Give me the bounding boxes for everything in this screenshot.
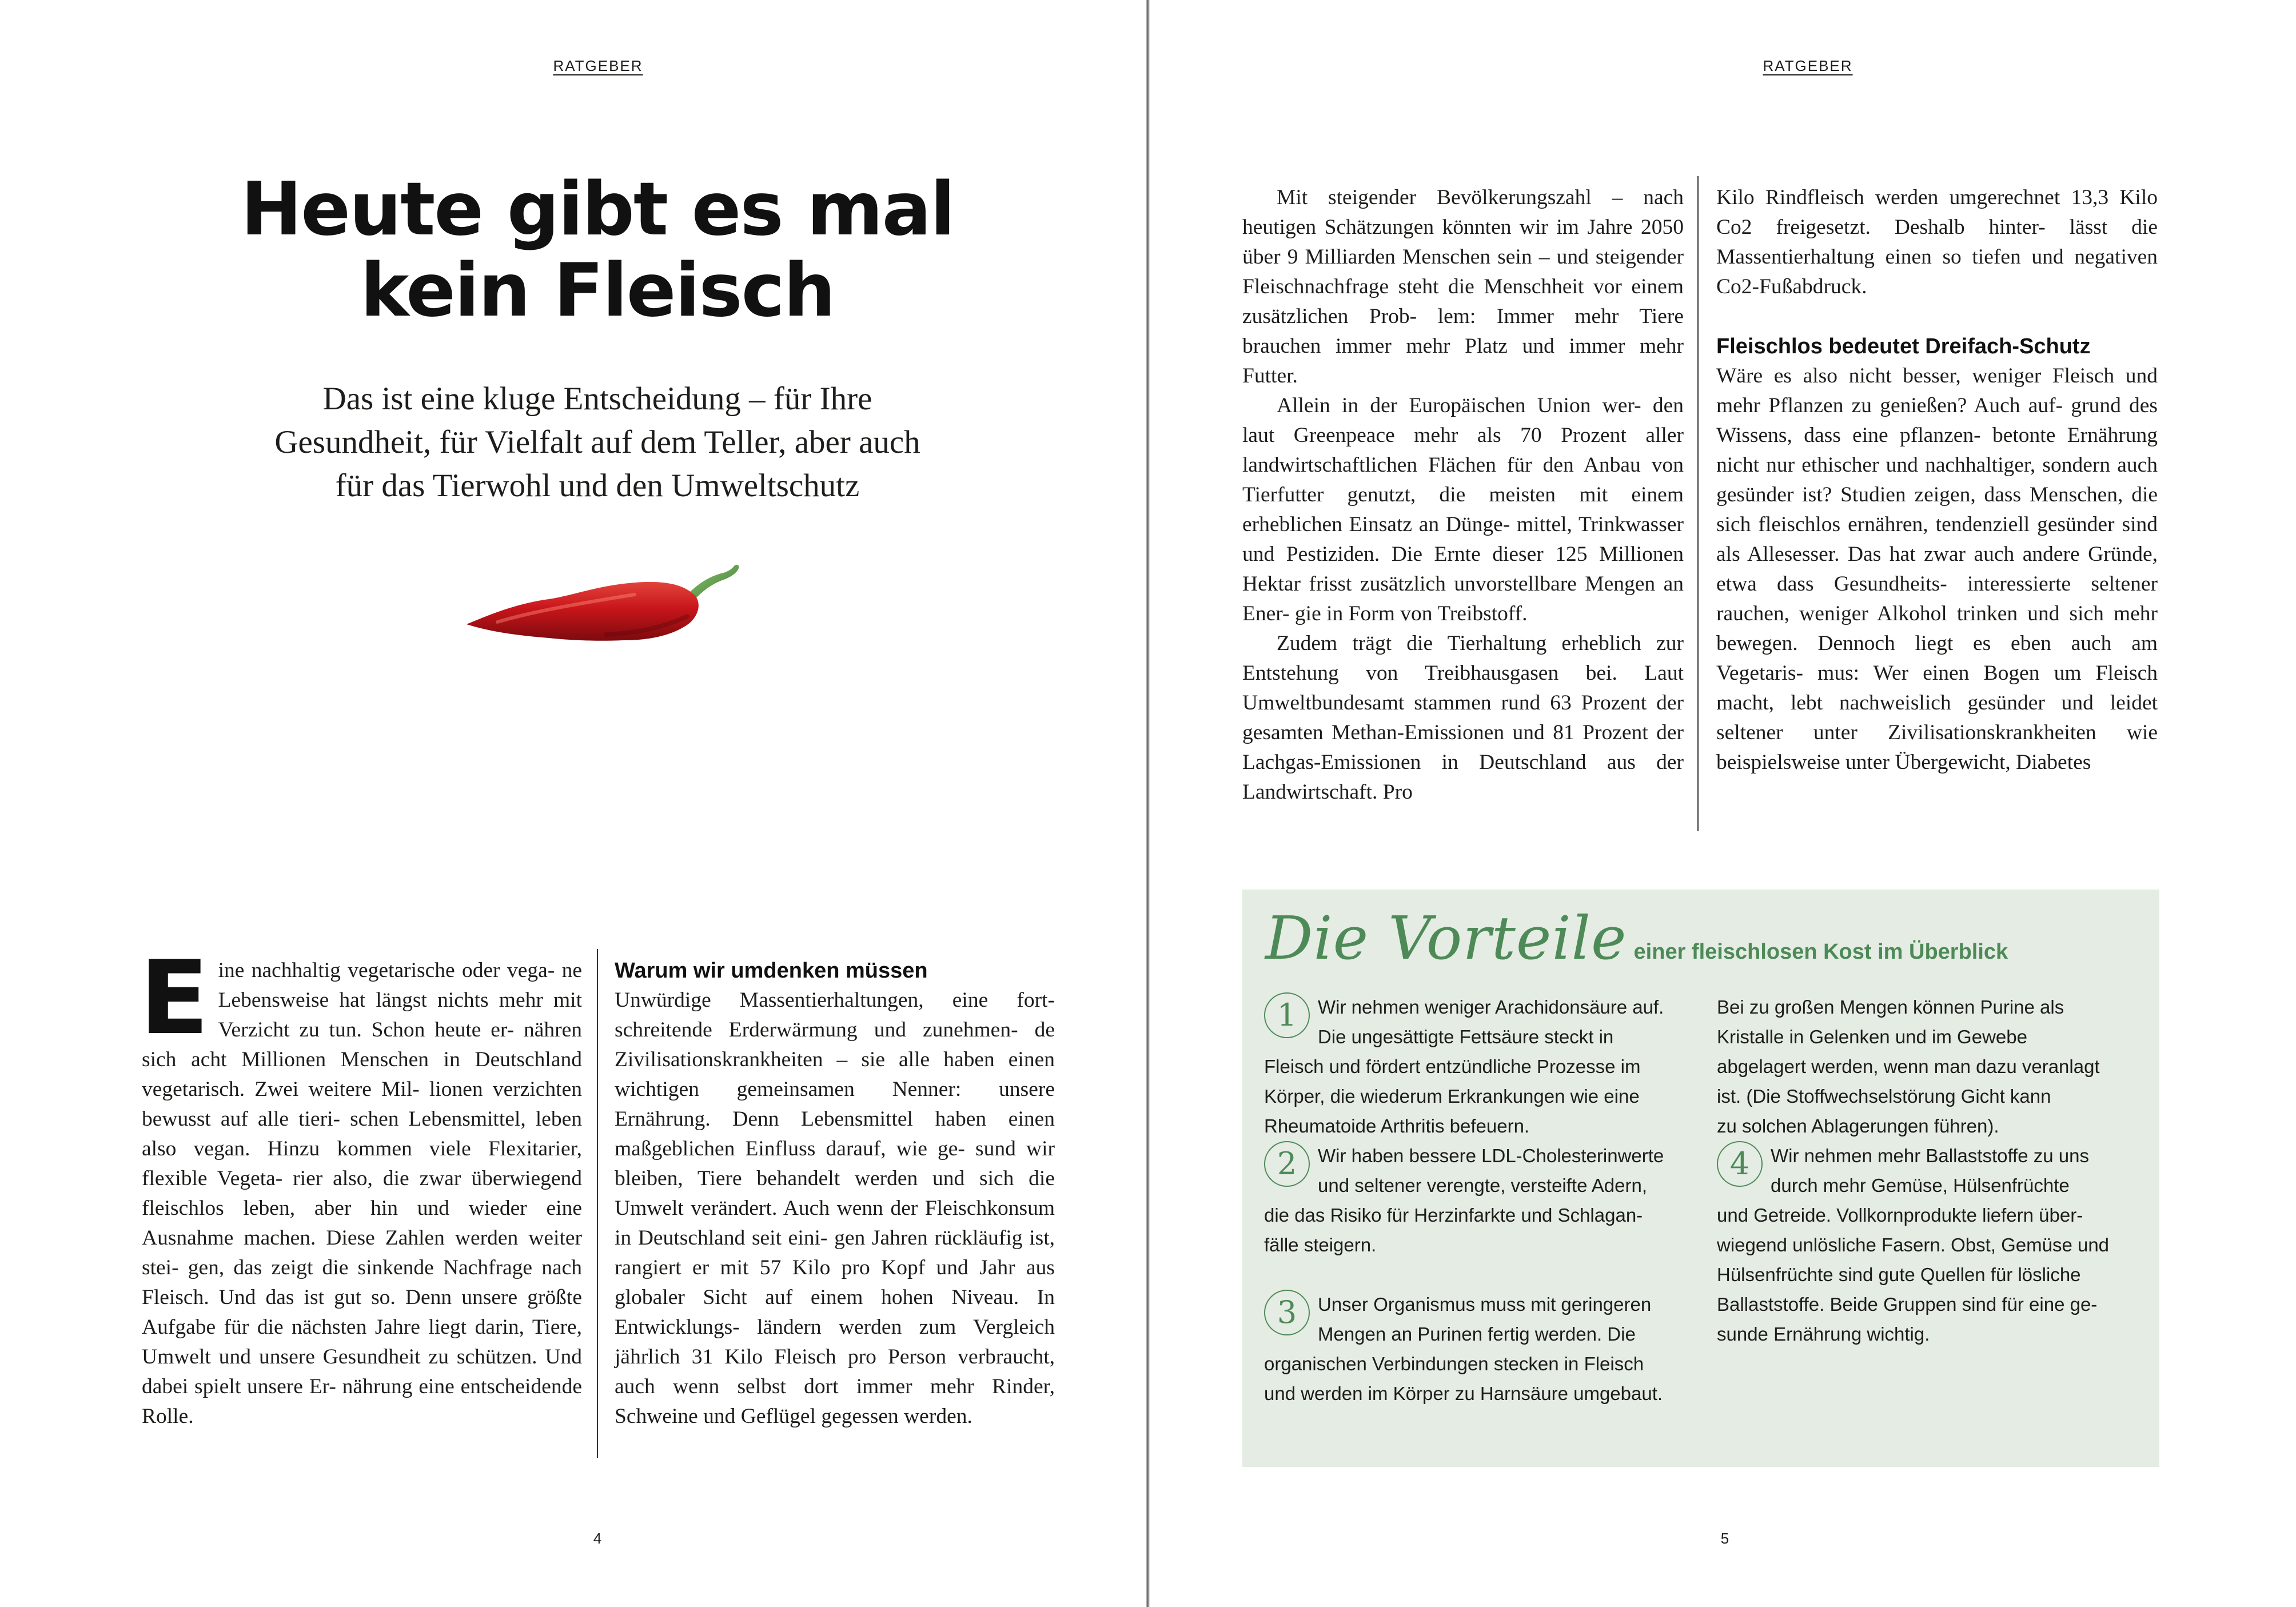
text-line: durch mehr Gemüse, Hülsenfrüchte [1771,1175,2070,1196]
headline-line-2: kein Fleisch [360,248,835,333]
text-line: Deutschland vegetarisch. Zwei weitere Mil- [142,1048,582,1101]
text-line: 2050 über 9 Milliarden Menschen sein – [1242,216,1684,269]
text-line: und negativen Co2-Fußabdruck. [1716,245,2158,298]
number-circle-icon: 2 [1264,1141,1310,1187]
benefit-text [1717,1141,2126,1349]
text-line: ne Lebensweise hat längst nichts mehr [218,959,582,1012]
running-head-right: RATGEBER [1763,57,1853,74]
text-line: Körper, die wiederum Erkrankungen wie eine [1264,1086,1640,1107]
text-line: leben, aber hin und wieder eine Ausnahme [142,1197,582,1250]
text-line: Unser Organismus muss mit geringeren [1318,1294,1652,1315]
info-box-title [1265,903,2008,972]
text-line: Kristalle in Gelenken und im Gewebe [1717,1026,2027,1047]
text-line: de Zivilisationskrankheiten – sie alle haben [615,1018,1055,1071]
text-line: gen, das zeigt die sinkende Nachfrage nach [188,1256,583,1279]
text-line: Wäre es also nicht besser, weniger Fleisch [1716,364,2115,388]
text-line: zusätzlich unvorstellbare Mengen an Ener- [1242,572,1684,625]
chili-pepper-illustration [463,555,743,652]
text-line: den laut Greenpeace mehr als 70 Prozent [1242,394,1684,447]
text-line: sunde Ernährung wichtig. [1717,1323,1930,1345]
text-line: unsere Ernährung. Denn Lebensmittel haben [615,1078,1055,1131]
text-line: seltener unter Zivilisationskrankheiten wie [1716,721,2158,744]
benefit-text [1264,992,1673,1141]
text-line: Fleisch und fördert entzündliche Prozesse im [1264,1056,1641,1077]
text-line: zu schützen. Und dabei spielt unsere Er- [142,1345,582,1398]
text-line: der Fleischkonsum in Deutschland seit eini- [615,1197,1055,1250]
benefit-text [1264,1290,1673,1409]
text-line: schen Lebensmittel, leben also vegan. Hinzu [142,1107,582,1161]
text-line: betonte Ernährung nicht nur ethischer und [1716,424,2158,477]
info-box-title-script: Die Vorteile [1265,903,1627,973]
text-line: mus: Wer einen Bogen um Fleisch macht, [1716,661,2158,715]
text-line: Rheumatoide Arthritis befeuern. [1264,1115,1530,1137]
intro-column [139,939,583,1431]
text-line: und sich die Umwelt verändert. Auch wenn [615,1167,1055,1220]
text-line: und seltener verengte, versteifte Adern, [1318,1175,1648,1196]
text-line: fleischlos ernähren, tendenziell gesünder [1758,513,2115,536]
text-line: beispielsweise unter Übergewicht, Diabetes [1716,751,2091,774]
text-line: Fleisch. Und das ist gut so. Denn unsere [142,1286,518,1309]
text-line: kommen viele Flexitarier, flexible Vegeta- [142,1137,582,1190]
page-number-left: 4 [593,1530,602,1547]
info-box-title-sans: einer fleischlosen Kost im Überblick [1633,940,2008,964]
benefit-item-3-continued [1717,992,2126,1141]
text-line: ine nachhaltig vegetarische oder vega- [218,959,555,982]
paragraph [1716,361,2158,777]
section-paragraph [615,986,1055,1431]
text-line: Wir nehmen weniger Arachidonsäure auf. [1318,996,1664,1018]
subheadline [197,377,998,508]
text-line: größte Aufgabe für die nächsten Jahre liegt [142,1286,582,1339]
text-line: Bei zu großen Mengen können Purine als [1717,996,2064,1018]
text-line: fälle steigern. [1264,1234,1377,1255]
text-line: organischen Verbindungen stecken in Fleisch [1264,1353,1644,1374]
headline [140,169,1055,332]
text-line: und mehr Pflanzen zu genießen? Auch auf- [1716,364,2158,417]
text-line: aller landwirtschaftlichen Flächen für den [1242,424,1684,477]
paragraph [1242,391,1684,629]
text-line: schreitende Erderwärmung und zunehmen- [615,1018,1018,1042]
text-line: mit einem erheblichen Einsatz an Dünge- [1242,483,1684,536]
benefit-text [1264,1141,1673,1260]
benefit-item-2 [1264,1141,1673,1260]
text-line: Prozent der gesamten Methan-Emissionen [1242,691,1684,744]
text-line: Anbau von Tierfutter genutzt, die meisten [1242,453,1684,507]
number-circle-icon: 4 [1717,1141,1763,1187]
text-line: und 81 Prozent der Lachgas-Emissionen in [1242,721,1684,774]
text-line: lionen verzichten bewusst auf alle tieri- [142,1078,582,1131]
text-line: Wir haben bessere LDL-Cholesterinwerte [1318,1145,1664,1166]
text-line: sund wir bleiben, Tiere behandelt werden [615,1137,1055,1190]
right-first-column [1242,183,1684,807]
text-line: lem: Immer mehr Tiere brauchen immer [1242,305,1684,358]
text-line: gen Jahren rückläufig ist, rangiert er mit [615,1226,1055,1279]
text-line: Ballaststoffe. Beide Gruppen sind für eine ge- [1717,1294,2098,1315]
text-line: Die ungesättigte Fettsäure steckt in [1318,1026,1614,1047]
text-line: mehr Platz und immer mehr Futter. [1242,334,1684,388]
text-line: darin, Tiere, Umwelt und unsere Gesundheit [142,1315,582,1369]
text-line: Ernte dieser 125 Millionen Hektar frisst [1242,543,1684,596]
text-line: Kilo Rindfleisch werden umgerechnet [1716,186,2060,209]
second-column [615,956,1055,1431]
headline-line-1: Heute gibt es mal [241,167,954,252]
running-head-left: RATGEBER [553,57,643,74]
text-line: und Getreide. Vollkornprodukte liefern über- [1717,1205,2083,1226]
benefit-item-1 [1264,992,1673,1141]
text-line: wenn selbst dort immer mehr Rinder, [673,1375,1055,1398]
text-line: Alkohol trinken und sich mehr bewegen. [1716,602,2158,655]
number-circle-icon: 1 [1264,992,1310,1038]
benefit-item-3 [1264,1290,1673,1409]
text-line: ist. (Die Stoffwechselstörung Gicht kann [1717,1086,2051,1107]
subhead-line: für das Tierwohl und den Umweltschutz [335,468,860,504]
text-line: auf einem hohen Niveau. In Entwicklungs- [615,1286,1055,1339]
text-line: Wir nehmen mehr Ballaststoffe zu uns [1771,1145,2089,1166]
subhead-line: Gesundheit, für Vielfalt auf dem Teller, aber auch [274,424,920,460]
text-line: lebt nachweislich gesünder und leidet [1790,691,2158,715]
text-line: lässt die Massentierhaltung einen so tiefen [1716,216,2158,269]
text-line: und werden im Körper zu Harnsäure umgebaut. [1264,1383,1663,1404]
text-line: zu solchen Ablagerungen führen). [1717,1115,1999,1137]
paragraph [1242,183,1684,391]
text-line: einen wichtigen gemeinsamen Nenner: [615,1048,1055,1101]
right-page [1148,0,2296,1607]
section-heading: Fleischlos bedeutet Dreifach-Schutz [1716,334,2091,358]
text-line: nährung eine entscheidende Rolle. [142,1375,583,1428]
page-number-right: 5 [1720,1530,1729,1547]
text-line: Mit steigender Bevölkerungszahl – nach [1277,186,1684,209]
text-line: Dennoch liegt es eben auch am Vegetaris- [1716,632,2158,685]
text-line: abgelagert werden, wenn man dazu veranlagt [1717,1056,2100,1077]
text-line: 13,3 Kilo Co2 freigesetzt. Deshalb hinter- [1716,186,2158,239]
right-second-column [1716,183,2158,777]
text-line: machen. Diese Zahlen werden weiter stei- [142,1226,582,1279]
text-line: Schweine und Geflügel gegessen werden. [615,1405,972,1428]
paragraph [1242,629,1684,807]
text-line: andere Gründe, etwa dass Gesundheits- [1716,543,2158,596]
text-line: mit Verzicht zu tun. Schon heute er- [218,988,582,1042]
text-line: zur Entstehung von Treibhausgasen bei. [1242,632,1684,685]
text-line: mittel, Trinkwasser und Pestiziden. Die [1242,513,1684,566]
text-line: ländern werden zum Vergleich jährlich [615,1315,1055,1369]
drop-cap: E [139,939,209,1057]
text-line: 31 Kilo Fleisch pro Person verbraucht, auch [615,1345,1055,1398]
number-circle-icon: 3 [1264,1290,1310,1335]
text-line: wiegend unlösliche Fasern. Obst, Gemüse und [1717,1234,2110,1255]
text-line: Menschheit vor einem zusätzlichen Prob- [1242,275,1684,328]
text-line: Zudem trägt die Tierhaltung erheblich [1277,632,1641,655]
text-line: interessierte seltener rauchen, weniger [1716,572,2158,625]
benefit-item-4 [1717,1141,2126,1349]
text-line: die das Risiko für Herzinfarkte und Schlagan- [1264,1205,1643,1226]
text-line: rier also, die zwar überwiegend fleischlos [142,1167,582,1220]
text-line: Deutschland aus der Landwirtschaft. Pro [1242,751,1684,804]
paragraph [1716,183,2158,302]
benefits-info-box [1242,890,2159,1467]
text-line: Laut Umweltbundesamt stammen rund 63 [1242,661,1684,715]
text-line: Studien zeigen, dass Menschen, die sich [1716,483,2158,536]
text-line: 57 Kilo pro Kopf und Jahr aus globaler Sicht [615,1256,1055,1309]
column-divider [1697,176,1699,831]
text-line: heutigen Schätzungen könnten wir im Jahre [1242,216,1633,239]
subhead-line: Das ist eine kluge Entscheidung – für Ihre [322,381,872,417]
text-line: Mengen an Purinen fertig werden. Die [1318,1323,1636,1345]
text-line: einen maßgeblichen Einfluss darauf, wie ge- [615,1107,1055,1161]
text-line: und steigender Fleischnachfrage steht die [1242,245,1684,298]
text-line: grund des Wissens, dass eine pflanzen- [1716,394,2158,447]
text-line: nähren sich acht Millionen Menschen in [142,1018,583,1071]
text-line: Allein in der Europäischen Union wer- [1277,394,1641,417]
benefit-text [1717,992,2126,1141]
text-line: Unwürdige Massentierhaltungen, eine fort- [615,988,1055,1012]
text-line: gie in Form von Treibstoff. [1294,602,1528,625]
text-line: nachhaltiger, sondern auch gesünder ist? [1716,453,2158,507]
text-line: Hülsenfrüchte sind gute Quellen für lösliche [1717,1264,2081,1285]
column-divider [597,949,598,1458]
section-heading: Warum wir umdenken müssen [615,959,928,983]
text-line: sind als Allesesser. Das hat zwar auch [1716,513,2158,566]
